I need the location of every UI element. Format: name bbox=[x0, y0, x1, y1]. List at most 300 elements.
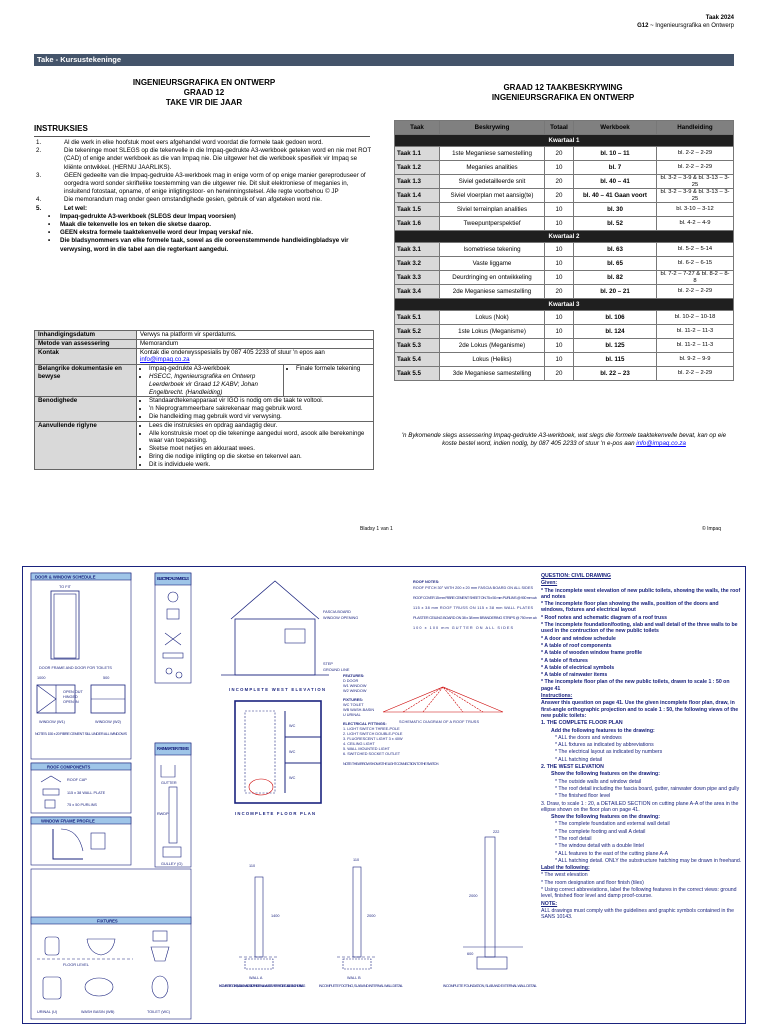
light-symbol bbox=[168, 592, 178, 602]
given-item: * The incomplete floor plan showing the walls, position of the doors and windows, fixtures and electrical layout bbox=[541, 601, 719, 614]
instruction-text: Al die werk in elke hoofstuk moet eers afgehandel word voordat die formele taak gedoen word. bbox=[64, 139, 323, 146]
instruction-item bbox=[34, 172, 374, 197]
guide-item: • Bring die nodige inligting op die sketse en tekenvel aan. bbox=[149, 453, 370, 461]
elevation-wall bbox=[235, 619, 315, 675]
roof-note: 100 x 100 mm GUTTER ON ALL SIDES bbox=[413, 626, 513, 630]
given-item: * The incomplete foundation/footing, slab and wall detail of the three walls to be used in the contruction of the new public toilets bbox=[541, 622, 738, 635]
part-1-subtitle: Add the following features to the drawing: bbox=[551, 727, 655, 734]
left-title-line: TAKE VIR DIE JAAR bbox=[165, 98, 243, 107]
switch-circle bbox=[166, 668, 172, 674]
task-workbook: bl. 106 bbox=[574, 311, 657, 325]
window-profile-title: WINDOW FRAME PROFILE bbox=[41, 818, 95, 824]
gutter-shape bbox=[161, 765, 175, 777]
header-subject bbox=[637, 22, 734, 30]
wall-plate-label: 115 x 38 WALL PLATE bbox=[67, 791, 106, 795]
electrical-item: 1. LIGHT SWITCH THREE-POLE bbox=[343, 727, 400, 731]
elevation-window bbox=[285, 629, 305, 643]
quarter-label: Kwartaal 3 bbox=[395, 299, 734, 311]
roof-note: ROOF PITCH 30° WITH 200 x 20 mm FASCIA BOARD ON ALL SIDES bbox=[413, 586, 533, 590]
instruction-number: 1. bbox=[36, 139, 42, 146]
electrical-item: 4. CEILING LIGHT bbox=[343, 742, 375, 746]
plan-wc-label: WC bbox=[289, 724, 296, 728]
page-header bbox=[637, 14, 734, 30]
left-title-line: INGENIEURSGRAFIKA EN ONTWERP bbox=[132, 78, 276, 87]
task-table bbox=[394, 120, 734, 381]
let-wel-item: • GEEN ekstra formele taaktekenvelle word deur Impaq verskaf nie. bbox=[34, 229, 374, 237]
task-description: 3de Meganiese samestelling bbox=[440, 367, 545, 381]
instruction-item bbox=[34, 196, 374, 204]
given-item: * The incomplete west elevation of new public toilets, showing the walls, the roof and notes bbox=[541, 587, 741, 600]
arrow-note: NOTE: THE ARROW SHOWS THE LIGHT CONNECTION TO THE SWITCH. bbox=[343, 762, 439, 766]
task-workbook: bl. 63 bbox=[574, 243, 657, 257]
floor-plan-title: INCOMPLETE FLOOR PLAN bbox=[235, 811, 315, 816]
task-row bbox=[395, 161, 734, 175]
toilet-plan bbox=[152, 976, 168, 998]
table-note-email-link[interactable]: info@impaq.co.za bbox=[636, 440, 686, 447]
dim-2000: 2000 bbox=[367, 914, 376, 918]
dim-110: 110 bbox=[353, 858, 360, 862]
drawing-sheet bbox=[22, 566, 746, 1024]
needs-item: • 'n Nieprogrammeerbare sakrekenaar mag gebruik word. bbox=[149, 405, 370, 413]
electrical-title: ELECTRICAL SYMBOLS bbox=[157, 576, 189, 581]
instruction-item bbox=[34, 139, 374, 147]
quarter-row bbox=[395, 299, 734, 311]
socket-symbol bbox=[167, 609, 179, 619]
needs-list bbox=[137, 397, 374, 421]
window-opening-label: WINDOW OPENING bbox=[323, 616, 359, 620]
instructions-title: Instructions: bbox=[541, 693, 573, 700]
task-description: Vaste liggame bbox=[440, 257, 545, 271]
floor-level-label: FLOOR LEVEL bbox=[63, 963, 89, 967]
method-label: Metode van assessering bbox=[35, 339, 137, 348]
task-total: 10 bbox=[545, 339, 574, 353]
wash-basin-elevation bbox=[87, 939, 115, 955]
door-leaf bbox=[54, 594, 76, 658]
dim-2000: 2000 bbox=[469, 894, 478, 898]
task-row bbox=[395, 175, 734, 189]
truss-caption: SCHEMATIC DIAGRAM OF A ROOF TRUSS bbox=[399, 720, 479, 724]
wall-b-caption: INCOMPLETE FOOTING, SLAB AND INTERNAL WALL DETAIL bbox=[319, 984, 403, 988]
fixture-item: U URINAL bbox=[343, 713, 361, 717]
task-id: Taak 1.6 bbox=[395, 217, 440, 231]
urinal-label: URINAL (U) bbox=[37, 1010, 58, 1014]
due-value: Verwys na platform vir sperdatums. bbox=[137, 331, 374, 340]
given-item: * A table of wooden window frame profile bbox=[541, 650, 643, 657]
table-note-text: 'n Bykomende slegs assessering Impaq-gedrukte A3-werkboek, wat slegs die formele taaktekenvelle bevat, kan op eie koste bestel word, indien nodig, by 087 405 2233 of stuur 'n e-pos aan bbox=[401, 432, 727, 447]
table-note bbox=[394, 432, 734, 448]
task-description: Siviel gedetailleerde snit bbox=[440, 175, 545, 189]
purlins-label: 75 x 50 PURLINS bbox=[67, 803, 97, 807]
question-title: QUESTION: CIVIL DRAWING bbox=[541, 573, 611, 579]
fixtures-list-title: FIXTURES: bbox=[343, 698, 364, 702]
given-item: * Roof notes and schematic diagram of a roof truss bbox=[541, 614, 667, 621]
task-id: Taak 3.2 bbox=[395, 257, 440, 271]
toilet-cistern bbox=[153, 931, 167, 941]
task-total: 10 bbox=[545, 311, 574, 325]
part-1-item: * The electrical layout as indicated by numbers bbox=[555, 749, 663, 756]
task-row bbox=[395, 217, 734, 231]
features-title: FEATURES: bbox=[343, 674, 365, 678]
task-workbook: bl. 7 bbox=[574, 161, 657, 175]
task-row bbox=[395, 367, 734, 381]
task-workbook: bl. 52 bbox=[574, 217, 657, 231]
task-row bbox=[395, 285, 734, 299]
footing-b bbox=[343, 959, 371, 969]
wall-b-label: WALL B bbox=[347, 976, 361, 980]
hinged-label: HINGED bbox=[63, 695, 78, 699]
needs-item: • Standaardtekenapparaat vir IGO is nodig om die taak te voltooi. bbox=[149, 397, 370, 405]
open-out-label: OPEN OUT bbox=[63, 690, 83, 694]
given-title: Given: bbox=[541, 580, 558, 587]
roof-outline bbox=[231, 581, 319, 619]
roof-cap-shape bbox=[41, 776, 61, 782]
roof-notes-title: ROOF NOTES: bbox=[413, 580, 440, 584]
docs-label: Belangrike dokumentasie en bewyse bbox=[35, 365, 137, 397]
wash-basin-plan bbox=[85, 978, 113, 996]
task-description: 1ste Lokus (Meganisme) bbox=[440, 325, 545, 339]
task-row bbox=[395, 325, 734, 339]
profile-outline bbox=[53, 829, 83, 859]
dim-500: 500 bbox=[103, 676, 110, 680]
task-workbook: bl. 124 bbox=[574, 325, 657, 339]
electrical-symbols-box bbox=[155, 573, 191, 683]
task-handbook: bl. 2-2 – 2-29 bbox=[657, 285, 734, 299]
part-2-item: * The roof detail including the fascia board, gutter, rainwater down pipe and gully bbox=[555, 785, 740, 792]
task-row bbox=[395, 243, 734, 257]
task-row bbox=[395, 353, 734, 367]
task-total: 20 bbox=[545, 189, 574, 203]
wall-plate-shape bbox=[43, 789, 59, 795]
part-2-item: * The outside walls and window detail bbox=[555, 778, 642, 785]
external-caption: INCOMPLETE FOUNDATION, SLAB AND EXTERNAL WALL DETAIL bbox=[443, 984, 537, 988]
right-title-line: INGENIEURSGRAFIKA EN ONTWERP bbox=[491, 93, 635, 102]
dim-1400: 1400 bbox=[271, 914, 280, 918]
task-handbook: bl. 2-2 – 2-29 bbox=[657, 147, 734, 161]
left-title bbox=[34, 78, 374, 108]
contact-email-link[interactable]: info@impaq.co.za bbox=[140, 356, 190, 364]
task-total: 20 bbox=[545, 147, 574, 161]
instructions-heading: INSTRUKSIES bbox=[34, 124, 88, 133]
task-total: 20 bbox=[545, 367, 574, 381]
docs-item: • HSECC, Ingenieursgrafika en Ontwerp Leerderboek vir Graad 12 KABV; Johan Engelbrecht. (Handleiding) bbox=[149, 373, 280, 396]
wall-a-label: WALL A bbox=[249, 976, 263, 980]
profile-detail bbox=[91, 833, 105, 849]
task-workbook: bl. 30 bbox=[574, 203, 657, 217]
task-workbook: bl. 40 – 41 Gaan voort bbox=[574, 189, 657, 203]
window-w2-label: WINDOW (W2) bbox=[95, 720, 121, 724]
task-workbook: bl. 115 bbox=[574, 353, 657, 367]
urinal-plan bbox=[43, 977, 61, 999]
ground-line-label: GROUND LINE bbox=[323, 668, 350, 672]
task-workbook: bl. 82 bbox=[574, 271, 657, 285]
given-item: * A table of rainwater items bbox=[541, 672, 608, 679]
task-row bbox=[395, 189, 734, 203]
task-handbook: bl. 7-2 – 7-27 & bl. 8-2 – 8-8 bbox=[657, 271, 734, 285]
guide-item: • Alle konstruksie moet op die tekeninge aangedui word, asook alle berekeninge waar van toepassing. bbox=[149, 430, 370, 446]
task-table-body bbox=[395, 135, 734, 381]
rainwater-title: RAINWATER ITEMS bbox=[157, 746, 189, 751]
fascia-label: FASCIA BOARD bbox=[323, 610, 351, 614]
note-text: ALL drawings must comply with the guidelines and graphic symbols contained in the SANS 10143. bbox=[541, 907, 735, 921]
task-id: Taak 5.3 bbox=[395, 339, 440, 353]
task-row bbox=[395, 203, 734, 217]
task-id: Taak 5.5 bbox=[395, 367, 440, 381]
task-description: 2de Meganiese samestelling bbox=[440, 285, 545, 299]
header-year: Taak 2024 bbox=[705, 15, 734, 21]
plan-wc-label: WC bbox=[289, 750, 296, 754]
gulley-label: GULLEY (G) bbox=[161, 862, 183, 866]
task-row bbox=[395, 311, 734, 325]
given-item: * A table of roof components bbox=[541, 642, 612, 649]
contact-label: Kontak bbox=[35, 348, 137, 365]
step-label: STEP bbox=[323, 662, 333, 666]
task-id: Taak 3.3 bbox=[395, 271, 440, 285]
task-total: 10 bbox=[545, 325, 574, 339]
instruction-number: 4. bbox=[36, 196, 42, 204]
task-table-header: Werkboek bbox=[574, 121, 657, 135]
header-subject-name: ~ Ingenieursgrafika en Ontwerp bbox=[648, 23, 734, 29]
part-3-item: * The complete footing and wall A detail bbox=[555, 828, 646, 835]
part-2-item: * The finished floor level bbox=[555, 793, 611, 800]
task-workbook: bl. 22 – 23 bbox=[574, 367, 657, 381]
quarter-label: Kwartaal 2 bbox=[395, 231, 734, 243]
task-handbook: bl. 10-2 – 10-18 bbox=[657, 311, 734, 325]
wall-a-caption: INCOMPLETE FOOTING, SLAB AND WALL DETAIL OF THE INTERNAL WALLS BETWEEN THE TOILET CUBICLES AND THE URINALS bbox=[219, 984, 306, 988]
given-item: * A table of fixtures bbox=[541, 657, 588, 664]
task-id: Taak 3.1 bbox=[395, 243, 440, 257]
task-handbook: bl. 3-10 – 3-12 bbox=[657, 203, 734, 217]
door-caption: DOOR FRAME AND DOOR FOR TOILETS bbox=[39, 666, 112, 670]
task-workbook: bl. 10 – 11 bbox=[574, 147, 657, 161]
docs-list bbox=[137, 365, 284, 397]
profile-curve bbox=[61, 829, 83, 851]
roof-note: ROOF COVER 15 mm FIBRE CEMENT SHEET ON 75 x 50 mm PURLINS @ 900 mm c/c bbox=[413, 596, 537, 600]
guide-item: • Sketse moet netjies en akkuraat wees. bbox=[149, 445, 370, 453]
part-3-item: * The complete foundation and external wall detail bbox=[555, 821, 670, 828]
task-handbook: bl. 3-2 – 3-9 & bl. 3-13 – 3-25 bbox=[657, 175, 734, 189]
window-w1-label: WINDOW (W1) bbox=[39, 720, 65, 724]
section-bar: Take - Kursustekeninge bbox=[34, 54, 734, 66]
task-description: Siviel terreinplan analities bbox=[440, 203, 545, 217]
due-label: Inhandigingsdatum bbox=[35, 331, 137, 340]
task-description: Lokus (Nok) bbox=[440, 311, 545, 325]
feature-item: W2 WINDOW bbox=[343, 689, 367, 693]
downpipe-shape bbox=[169, 787, 177, 843]
instruction-text: Let wel: bbox=[64, 204, 88, 212]
part-3-title: 3. Draw, to scale 1 : 20, a DETAILED SECTION on cutting plane A-A of the area in the ellipse shown on the floor plan on page 41. bbox=[541, 800, 739, 813]
door-frame bbox=[51, 591, 79, 659]
task-total: 10 bbox=[545, 203, 574, 217]
task-id: Taak 1.2 bbox=[395, 161, 440, 175]
task-description: Meganies analities bbox=[440, 161, 545, 175]
wall-b bbox=[353, 867, 361, 957]
right-title bbox=[392, 83, 734, 103]
instruction-number: 2. bbox=[36, 147, 42, 155]
feature-item: D DOOR bbox=[343, 679, 359, 683]
task-handbook: bl. 2-2 – 2-29 bbox=[657, 161, 734, 175]
part-1-title: 1. THE COMPLETE FLOOR PLAN bbox=[541, 720, 623, 727]
instruction-item bbox=[34, 205, 374, 213]
instruction-text: Die memorandum mag onder geen omstandighede gesien, gebruik of van afgeteken word nie. bbox=[64, 196, 322, 204]
switch-circle bbox=[176, 672, 182, 678]
part-3-item: * The roof detail bbox=[555, 835, 592, 842]
part-1-item: * ALL the doors and windows bbox=[555, 734, 622, 741]
instruction-text: Die tekeninge moet SLEGS op die tekenvelle in die Impaq-gedrukte A3-werkboek geteken word en nie met ROT (CAD) of enige ander werkboek as die van Impaq nie. Die uitgewer het die werkboek spesifiek vir Impaq se kliënte ontwikkel. (HERNU JAARLIKS). bbox=[64, 147, 372, 171]
gulley-shape bbox=[163, 847, 181, 857]
label-item: * The room designation and floor finish (tiles) bbox=[541, 879, 644, 886]
label-item: * Using correct abbreviations, label the following features in the correct views: ground level, finished floor level and damp proof-course. bbox=[541, 887, 737, 900]
task-handbook: bl. 4-2 – 4-9 bbox=[657, 217, 734, 231]
quarter-label: Kwartaal 1 bbox=[395, 135, 734, 147]
contact-text: Kontak die onderwysspesialis by 087 405 2233 of stuur 'n epos aan bbox=[140, 348, 325, 356]
task-table-header: Totaal bbox=[545, 121, 574, 135]
task-id: Taak 1.4 bbox=[395, 189, 440, 203]
civil-drawing bbox=[23, 567, 540, 1023]
task-workbook: bl. 40 – 41 bbox=[574, 175, 657, 189]
task-total: 20 bbox=[545, 175, 574, 189]
task-id: Taak 5.1 bbox=[395, 311, 440, 325]
guide-item: • Dit is individuele werk. bbox=[149, 461, 370, 469]
roof-components-title: ROOF COMPONENTS bbox=[47, 764, 91, 770]
instructions-list bbox=[34, 139, 374, 254]
part-1-item: * ALL hatching detail bbox=[555, 756, 603, 763]
right-title-line: GRAAD 12 TAAKBESKRYWING bbox=[503, 83, 623, 92]
task-id: Taak 3.4 bbox=[395, 285, 440, 299]
task-row bbox=[395, 339, 734, 353]
purlin-shape bbox=[45, 800, 55, 808]
task-id: Taak 1.5 bbox=[395, 203, 440, 217]
task-description: 1ste Meganiese samestelling bbox=[440, 147, 545, 161]
task-handbook: bl. 6-2 – 6-15 bbox=[657, 257, 734, 271]
task-handbook: bl. 9-2 – 9-9 bbox=[657, 353, 734, 367]
open-in-label: OPEN IN bbox=[63, 700, 79, 704]
plan-wc-label: WC bbox=[289, 776, 296, 780]
needs-label: Benodighede bbox=[35, 397, 137, 421]
feature-item: W1 WINDOW bbox=[343, 684, 367, 688]
let-wel-item: • Impaq-gedrukte A3-werkboek (SLEGS deur Impaq voorsien) bbox=[34, 213, 374, 221]
urinal-elevation bbox=[45, 937, 59, 955]
electrical-list-title: ELECTRICAL FITTINGS: bbox=[343, 722, 387, 726]
floor-plan-outline bbox=[235, 701, 321, 803]
electrical-item: 2. LIGHT SWITCH DOUBLE-POLE bbox=[343, 732, 403, 736]
west-elevation-title: INCOMPLETE WEST ELEVATION bbox=[229, 687, 325, 692]
task-id: Taak 5.4 bbox=[395, 353, 440, 367]
task-total: 10 bbox=[545, 217, 574, 231]
note-title: NOTE: bbox=[541, 900, 558, 907]
roof-note: PLASTER CEILING BOARD ON 38 x 38 mm BRANDERING STRIPS @ 750 mm c/c bbox=[413, 616, 537, 620]
copyright: © Impaq bbox=[702, 526, 721, 532]
question-panel bbox=[541, 573, 743, 1023]
task-handbook: bl. 3-2 – 3-9 & bl. 3-13 – 3-25 bbox=[657, 189, 734, 203]
task-total: 10 bbox=[545, 257, 574, 271]
toilet-elevation bbox=[151, 947, 169, 961]
task-handbook: bl. 11-2 – 11-3 bbox=[657, 339, 734, 353]
wall-a bbox=[255, 877, 263, 957]
info-table bbox=[34, 330, 374, 470]
window-opening-mark bbox=[37, 685, 56, 713]
part-2-subtitle: Show the following features on the drawing: bbox=[551, 771, 660, 778]
schedule-title: DOOR & WINDOW SCHEDULE bbox=[35, 574, 96, 580]
given-item: * A table of electrical symbols bbox=[541, 664, 615, 671]
dim-110: 110 bbox=[249, 864, 256, 868]
roof-truss bbox=[383, 687, 503, 712]
quarter-row bbox=[395, 135, 734, 147]
task-total: 10 bbox=[545, 353, 574, 367]
part-3-item: * ALL features to the east of the cutting plane A-A bbox=[555, 850, 669, 857]
electrical-item: 6. SWITCHED SOCKET OUTLET bbox=[343, 752, 401, 756]
method-value: Memorandum bbox=[137, 339, 374, 348]
left-title-line: GRAAD 12 bbox=[183, 88, 225, 97]
given-item: * A door and window schedule bbox=[541, 635, 616, 642]
task-total: 10 bbox=[545, 161, 574, 175]
task-workbook: bl. 125 bbox=[574, 339, 657, 353]
part-3-subtitle: Show the following features on the drawing: bbox=[551, 814, 660, 821]
gutter-label: GUTTER bbox=[161, 781, 177, 785]
fluorescent-symbol bbox=[163, 653, 183, 658]
rainwater-box bbox=[155, 743, 191, 867]
label-item: * The west elevation bbox=[541, 872, 588, 879]
fixture-item: WC TOILET bbox=[343, 703, 364, 707]
task-description: 2de Lokus (Meganisme) bbox=[440, 339, 545, 353]
let-wel-item: • Maak die tekenvelle los en teken die sketse daarop. bbox=[34, 221, 374, 229]
task-table-header: Handleiding bbox=[657, 121, 734, 135]
part-1-item: * ALL fixtures as indicated by abbreviations bbox=[555, 742, 654, 749]
to-fit-label: TO FIT bbox=[59, 585, 71, 589]
label-title: Label the following: bbox=[541, 865, 590, 872]
roof-note: 115 x 38 mm ROOF TRUSS ON 115 x 38 mm WALL PLATES bbox=[413, 606, 533, 610]
truss-members bbox=[403, 687, 483, 712]
instruction-text: GEEN gedeelte van die Impaq-gedrukte A3-werkboek mag in enige vorm of op enige manier gereproduseer of oorgedra word sonder skriftelike toestemming van die uitgewer nie. Dit sluit elektroniese of meganies in, insluitend fotostaat, opname, of enige inligtingstoor- en herwinningstelsel. Alle regte voorbehou © JP bbox=[64, 171, 366, 196]
task-description: Tweepuntperspektief bbox=[440, 217, 545, 231]
task-id: Taak 1.1 bbox=[395, 147, 440, 161]
contact-value bbox=[137, 348, 374, 365]
schedule-notes: NOTES: 150 x 20 FIBRE CEMENT SILL UNDER ALL WINDOWS bbox=[35, 732, 128, 736]
quarter-row bbox=[395, 231, 734, 243]
task-total: 10 bbox=[545, 271, 574, 285]
task-handbook: bl. 2-2 – 2-29 bbox=[657, 367, 734, 381]
task-workbook: bl. 65 bbox=[574, 257, 657, 271]
instruction-number: 3. bbox=[36, 171, 42, 179]
task-row bbox=[395, 147, 734, 161]
fixture-item: WB WASH-BASIN bbox=[343, 708, 375, 712]
fixtures-title: FIXTURES bbox=[97, 918, 118, 924]
toilet-label: TOILET (WC) bbox=[147, 1010, 171, 1014]
task-id: Taak 1.3 bbox=[395, 175, 440, 189]
switch-symbol bbox=[165, 633, 181, 645]
task-description: Siviel vloerplan met aansig(te) bbox=[440, 189, 545, 203]
task-description: Lokus (Heliks) bbox=[440, 353, 545, 367]
task-row bbox=[395, 271, 734, 285]
fixtures-box bbox=[31, 869, 191, 1019]
docs-item: • Impaq-gedrukte A3-werkboek bbox=[149, 365, 280, 373]
task-id: Taak 5.2 bbox=[395, 325, 440, 339]
floor-plan-room bbox=[245, 711, 275, 793]
page-number: Bladsy 1 van 1 bbox=[360, 526, 393, 532]
task-handbook: bl. 11-2 – 11-3 bbox=[657, 325, 734, 339]
part-3-item: * ALL hatching detail. ONLY the substructure hatching may be drawn in freehand. bbox=[555, 857, 742, 864]
header-grade: G12 bbox=[637, 23, 649, 29]
docs-right-item: • Finale formele tekening bbox=[296, 365, 370, 373]
footing-a bbox=[245, 959, 273, 969]
dim-222: 222 bbox=[493, 830, 500, 834]
wash-basin-label: WASH BASIN (WB) bbox=[81, 1010, 115, 1014]
guide-item: • Lees die instruksies en opdrag aandagtig deur. bbox=[149, 422, 370, 430]
divider bbox=[34, 136, 370, 137]
external-footing bbox=[477, 957, 507, 969]
external-wall bbox=[485, 837, 495, 957]
let-wel-item: • Die bladsynommers van elke formele taak, sowel as die ooreenstemmende handleidingbladsye vir verwysing, word in die tabel aan die regterkant aangedui. bbox=[34, 237, 374, 253]
task-workbook: bl. 20 – 21 bbox=[574, 285, 657, 299]
